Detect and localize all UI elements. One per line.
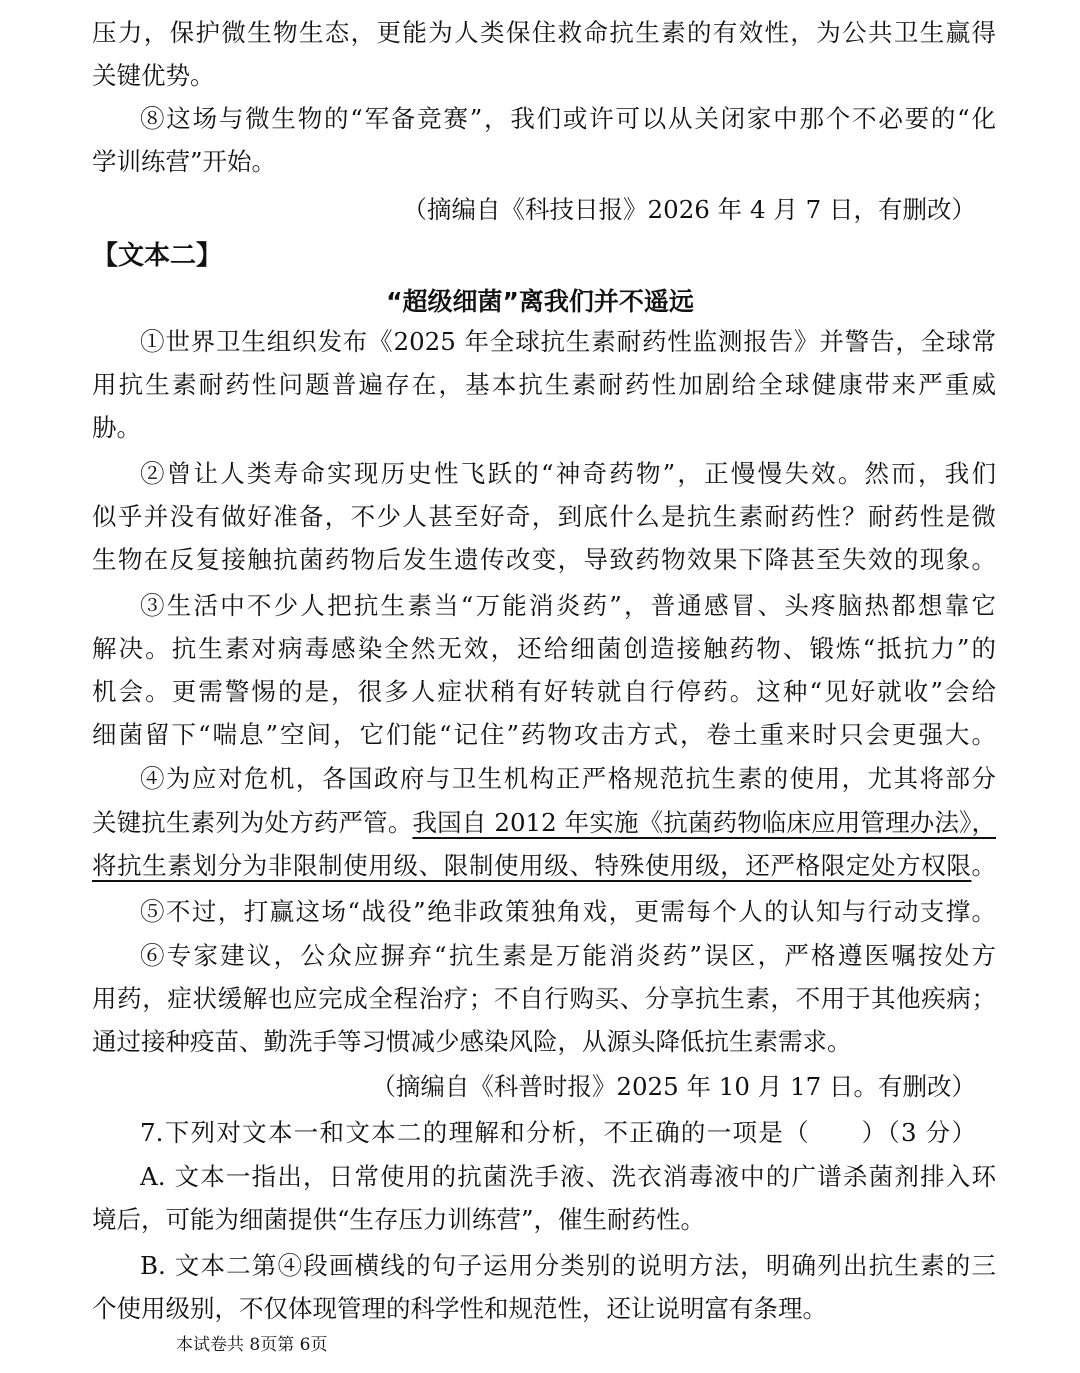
text1-p8-line1: ⑧这场与微生物的“军备竞赛”，我们或许可以从关闭家中那个不必要的“化 [140,104,996,133]
question7-stem: 7.下列对文本一和文本二的理解和分析，不正确的一项是（ ）（3 分） [140,1118,976,1147]
text2-p4-line2 [92,803,996,843]
question7-optionB-line2: 个使用级别，不仅体现管理的科学性和规范性，还让说明富有条理。 [92,1294,827,1323]
text2-p3-line4: 细菌留下“喘息”空间，它们能“记住”药物攻击方式，卷土重来时只会更强大。 [92,720,996,749]
text1-source: （摘编自《科技日报》2026 年 4 月 7 日，有删改） [402,195,976,224]
text2-p2-line3: 生物在反复接触抗菌药物后发生遗传改变，导致药物效果下降甚至失效的现象。 [92,545,996,574]
text2-p3-line3: 机会。更需警惕的是，很多人症状稍有好转就自行停药。这种“见好就收”会给 [92,677,996,706]
text2-p4-line1: ④为应对危机，各国政府与卫生机构正严格规范抗生素的使用，尤其将部分 [140,764,996,793]
text2-label: 【文本二】 [92,241,223,271]
question7-optionA-line2: 境后，可能为细菌提供“生存压力训练营”，催生耐药性。 [92,1205,706,1234]
text2-p1-line3: 胁。 [92,413,141,442]
p4-underlined-sentence-part2: 将抗生素划分为非限制使用级、限制使用级、特殊使用级，还严格限定处方权限 [92,851,972,880]
p4-end-punct: 。 [971,851,996,880]
text2-p6-line2: 用药，症状缓解也应完成全程治疗；不自行购买、分享抗生素，不用于其他疾病； [92,984,996,1013]
text2-p1-line1: ①世界卫生组织发布《2025 年全球抗生素耐药性监测报告》并警告，全球常 [140,327,996,356]
text2-p1-line2: 用抗生素耐药性问题普遍存在，基本抗生素耐药性加剧给全球健康带来严重威 [92,370,996,399]
text2-source: （摘编自《科普时报》2025 年 10 月 17 日。有删改） [371,1072,976,1101]
text2-p5: ⑤不过，打赢这场“战役”绝非政策独角戏，更需每个人的认知与行动支撑。 [140,897,996,926]
text1-p8-line2: 学训练营”开始。 [92,147,277,176]
text2-p2-line2: 似乎并没有做好准备，不少人甚至好奇，到底什么是抗生素耐药性？耐药性是微 [92,502,996,531]
text2-p6-line1: ⑥专家建议，公众应摒弃“抗生素是万能消炎药”误区，严格遵医嘱按处方 [140,941,996,970]
text2-p3-line2: 解决。抗生素对病毒感染全然无效，还给细菌创造接触药物、锻炼“抵抗力”的 [92,634,996,663]
text1-p7-line1: 压力，保护微生物生态，更能为人类保住救命抗生素的有效性，为公共卫生赢得 [92,18,996,47]
text2-p6-line3: 通过接种疫苗、勤洗手等习惯减少感染风险，从源头降低抗生素需求。 [92,1027,852,1056]
text2-title: “超级细菌”离我们并不遥远 [386,287,694,316]
page-footer: 本试卷共 8页第 6页 [176,1335,328,1355]
p4-underlined-sentence-part1: 我国自 2012 年实施《抗菌药物临床应用管理办法》， [412,808,996,837]
p4-plain-text: 关键抗生素列为处方药严管。 [92,808,413,837]
text2-p4-line3 [92,846,996,886]
question7-optionA-line1: A. 文本一指出，日常使用的抗菌洗手液、洗衣消毒液中的广谱杀菌剂排入环 [140,1162,996,1191]
text2-p3-line1: ③生活中不少人把抗生素当“万能消炎药”，普通感冒、头疼脑热都想靠它 [140,591,996,620]
text1-p7-line2: 关键优势。 [92,61,215,90]
text2-p2-line1: ②曾让人类寿命实现历史性飞跃的“神奇药物”，正慢慢失效。然而，我们 [140,459,996,488]
question7-optionB-line1: B. 文本二第④段画横线的句子运用分类别的说明方法，明确列出抗生素的三 [140,1251,996,1280]
